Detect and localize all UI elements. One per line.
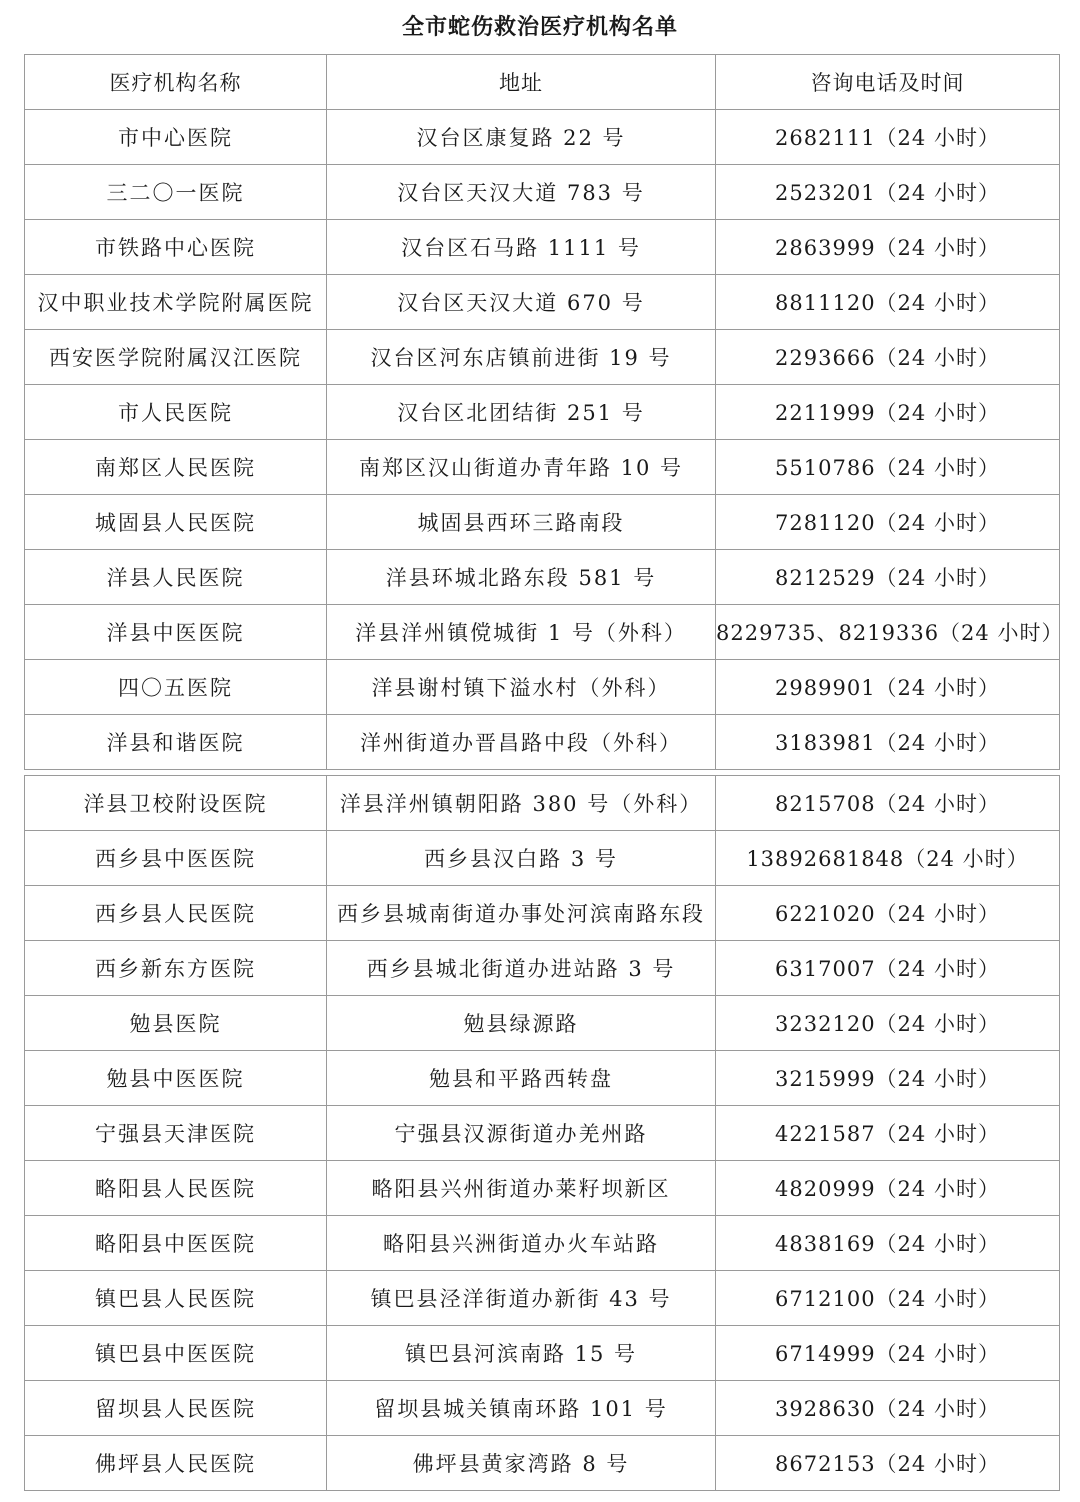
- cell-address: 西乡县城北街道办进站路 3 号: [327, 941, 716, 996]
- cell-phone: 2523201（24 小时）: [716, 165, 1060, 220]
- cell-phone: 3928630（24 小时）: [716, 1381, 1060, 1436]
- cell-hospital-name: 略阳县中医医院: [25, 1216, 327, 1271]
- cell-address: 勉县绿源路: [327, 996, 716, 1051]
- cell-address: 洋县洋州镇朝阳路 380 号（外科）: [327, 776, 716, 831]
- table-header-row: [25, 55, 1060, 110]
- cell-phone: 6317007（24 小时）: [716, 941, 1060, 996]
- cell-hospital-name: 市铁路中心医院: [25, 220, 327, 275]
- cell-hospital-name: 镇巴县中医医院: [25, 1326, 327, 1381]
- table-row: [25, 605, 1060, 660]
- cell-phone: 8212529（24 小时）: [716, 550, 1060, 605]
- cell-hospital-name: 略阳县人民医院: [25, 1161, 327, 1216]
- cell-phone: 4820999（24 小时）: [716, 1161, 1060, 1216]
- table-row: [25, 715, 1060, 770]
- cell-hospital-name: 市中心医院: [25, 110, 327, 165]
- table-row: [25, 1436, 1060, 1491]
- cell-phone: 7281120（24 小时）: [716, 495, 1060, 550]
- cell-hospital-name: 三二〇一医院: [25, 165, 327, 220]
- cell-phone: 3183981（24 小时）: [716, 715, 1060, 770]
- cell-hospital-name: 留坝县人民医院: [25, 1381, 327, 1436]
- cell-hospital-name: 汉中职业技术学院附属医院: [25, 275, 327, 330]
- cell-phone: 3215999（24 小时）: [716, 1051, 1060, 1106]
- header-phone: 咨询电话及时间: [716, 55, 1060, 110]
- cell-hospital-name: 四〇五医院: [25, 660, 327, 715]
- table-row: [25, 660, 1060, 715]
- cell-hospital-name: 西乡新东方医院: [25, 941, 327, 996]
- cell-hospital-name: 洋县人民医院: [25, 550, 327, 605]
- cell-phone: 3232120（24 小时）: [716, 996, 1060, 1051]
- cell-phone: 2863999（24 小时）: [716, 220, 1060, 275]
- table-row: [25, 1326, 1060, 1381]
- table-row: [25, 330, 1060, 385]
- cell-address: 汉台区天汉大道 783 号: [327, 165, 716, 220]
- table-row: [25, 385, 1060, 440]
- cell-address: 留坝县城关镇南环路 101 号: [327, 1381, 716, 1436]
- cell-address: 汉台区石马路 1111 号: [327, 220, 716, 275]
- table-row: [25, 1161, 1060, 1216]
- cell-phone: 8215708（24 小时）: [716, 776, 1060, 831]
- cell-phone: 2989901（24 小时）: [716, 660, 1060, 715]
- table-row: [25, 1106, 1060, 1161]
- cell-hospital-name: 南郑区人民医院: [25, 440, 327, 495]
- table-row: [25, 996, 1060, 1051]
- cell-address: 宁强县汉源街道办羌州路: [327, 1106, 716, 1161]
- cell-phone: 8229735、8219336（24 小时）: [716, 605, 1060, 660]
- table-row: [25, 495, 1060, 550]
- cell-address: 镇巴县河滨南路 15 号: [327, 1326, 716, 1381]
- cell-phone: 2293666（24 小时）: [716, 330, 1060, 385]
- header-name: 医疗机构名称: [25, 55, 327, 110]
- table-row: [25, 550, 1060, 605]
- cell-address: 略阳县兴洲街道办火车站路: [327, 1216, 716, 1271]
- cell-address: 汉台区康复路 22 号: [327, 110, 716, 165]
- cell-hospital-name: 洋县中医医院: [25, 605, 327, 660]
- table-row: [25, 1271, 1060, 1326]
- cell-hospital-name: 西安医学院附属汉江医院: [25, 330, 327, 385]
- hospital-table-part2: [24, 775, 1060, 1491]
- table-row: [25, 941, 1060, 996]
- cell-address: 城固县西环三路南段: [327, 495, 716, 550]
- cell-hospital-name: 宁强县天津医院: [25, 1106, 327, 1161]
- table-row: [25, 831, 1060, 886]
- cell-phone: 4838169（24 小时）: [716, 1216, 1060, 1271]
- table-row: [25, 220, 1060, 275]
- cell-address: 勉县和平路西转盘: [327, 1051, 716, 1106]
- cell-phone: 8672153（24 小时）: [716, 1436, 1060, 1491]
- cell-phone: 5510786（24 小时）: [716, 440, 1060, 495]
- cell-phone: 6221020（24 小时）: [716, 886, 1060, 941]
- header-address: 地址: [327, 55, 716, 110]
- table-row: [25, 1381, 1060, 1436]
- cell-address: 汉台区天汉大道 670 号: [327, 275, 716, 330]
- cell-phone: 4221587（24 小时）: [716, 1106, 1060, 1161]
- cell-hospital-name: 西乡县人民医院: [25, 886, 327, 941]
- cell-address: 洋县环城北路东段 581 号: [327, 550, 716, 605]
- cell-hospital-name: 洋县卫校附设医院: [25, 776, 327, 831]
- cell-hospital-name: 洋县和谐医院: [25, 715, 327, 770]
- cell-address: 西乡县汉白路 3 号: [327, 831, 716, 886]
- cell-address: 汉台区河东店镇前进街 19 号: [327, 330, 716, 385]
- cell-hospital-name: 城固县人民医院: [25, 495, 327, 550]
- cell-phone: 2682111（24 小时）: [716, 110, 1060, 165]
- table-row: [25, 165, 1060, 220]
- cell-address: 西乡县城南街道办事处河滨南路东段: [327, 886, 716, 941]
- table-row: [25, 1216, 1060, 1271]
- table-row: [25, 110, 1060, 165]
- cell-phone: 8811120（24 小时）: [716, 275, 1060, 330]
- hospital-table-part1: [24, 54, 1064, 770]
- cell-phone: 13892681848（24 小时）: [716, 831, 1060, 886]
- table-row: [25, 886, 1060, 941]
- cell-phone: 6714999（24 小时）: [716, 1326, 1060, 1381]
- cell-hospital-name: 西乡县中医医院: [25, 831, 327, 886]
- cell-hospital-name: 佛坪县人民医院: [25, 1436, 327, 1491]
- table-row: [25, 1051, 1060, 1106]
- table-row: [25, 440, 1060, 495]
- cell-hospital-name: 勉县医院: [25, 996, 327, 1051]
- table-row: [25, 275, 1060, 330]
- cell-hospital-name: 勉县中医医院: [25, 1051, 327, 1106]
- cell-address: 洋县谢村镇下溢水村（外科）: [327, 660, 716, 715]
- cell-address: 略阳县兴州街道办莱籽坝新区: [327, 1161, 716, 1216]
- cell-address: 汉台区北团结街 251 号: [327, 385, 716, 440]
- cell-address: 镇巴县泾洋街道办新街 43 号: [327, 1271, 716, 1326]
- cell-address: 洋州街道办晋昌路中段（外科）: [327, 715, 716, 770]
- table-row: [25, 776, 1060, 831]
- cell-address: 洋县洋州镇傥城街 1 号（外科）: [327, 605, 716, 660]
- cell-phone: 2211999（24 小时）: [716, 385, 1060, 440]
- cell-address: 佛坪县黄家湾路 8 号: [327, 1436, 716, 1491]
- cell-phone: 6712100（24 小时）: [716, 1271, 1060, 1326]
- cell-hospital-name: 镇巴县人民医院: [25, 1271, 327, 1326]
- cell-hospital-name: 市人民医院: [25, 385, 327, 440]
- cell-address: 南郑区汉山街道办青年路 10 号: [327, 440, 716, 495]
- page-title: 全市蛇伤救治医疗机构名单: [401, 15, 678, 40]
